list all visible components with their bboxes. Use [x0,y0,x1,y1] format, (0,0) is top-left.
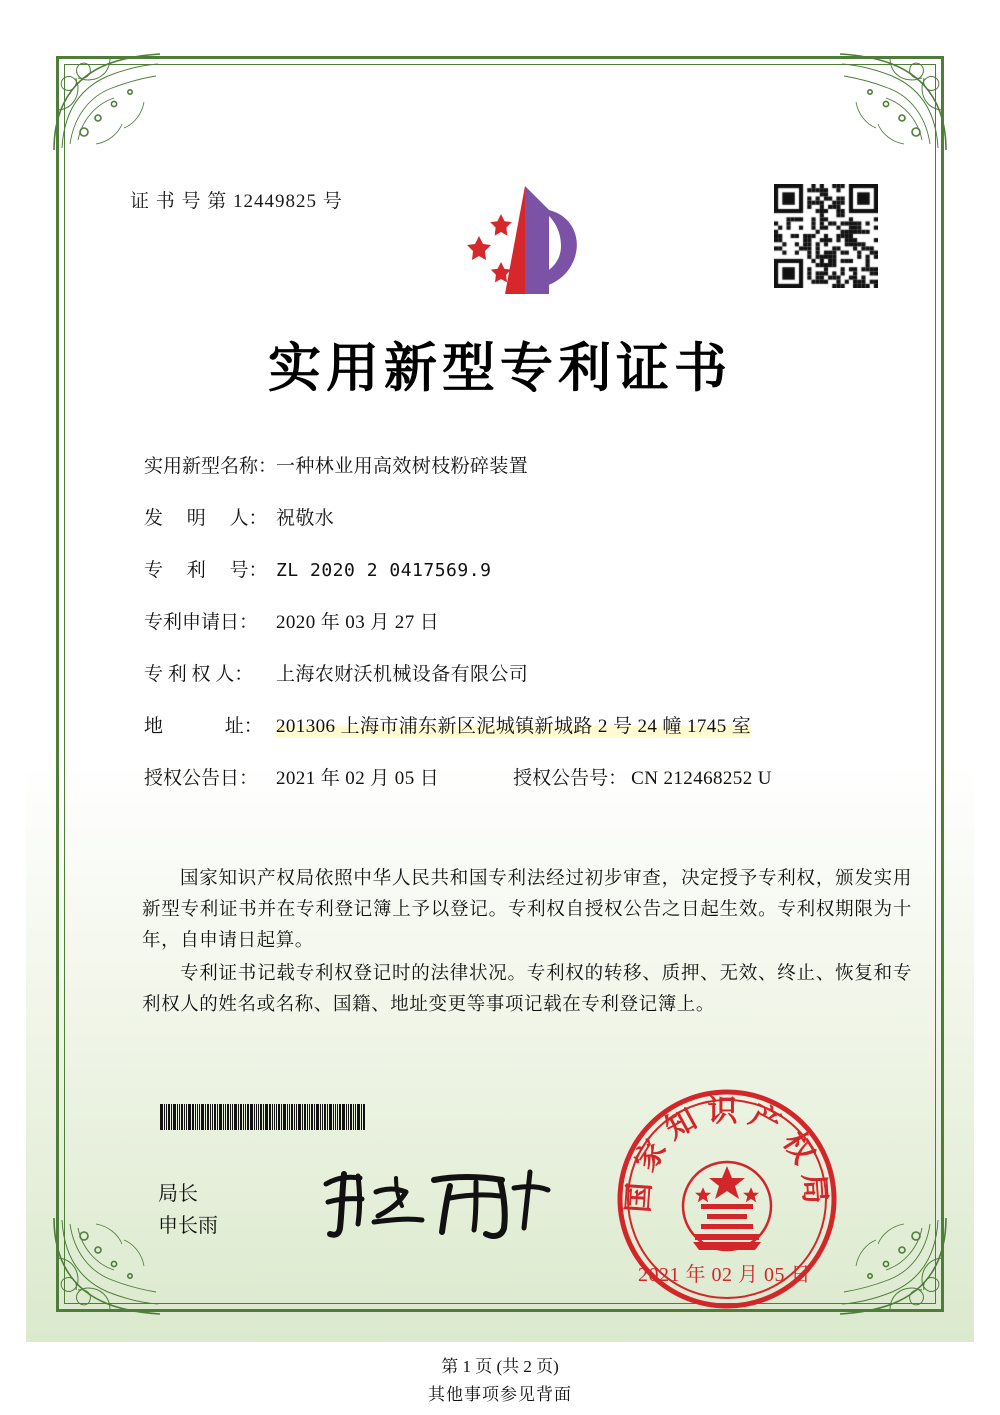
field-label: 专 利 号： [144,560,268,581]
grant-date-value: 2021 年 02 月 05 日 [276,768,440,789]
barcode [160,1104,412,1130]
field-label: 专 利 权 人： [144,664,254,685]
ornament-corner-top-right [834,48,952,156]
field-value: ZL 2020 2 0417569.9 [276,560,492,581]
qr-code [774,184,878,288]
page-title: 实用新型专利证书 [268,337,732,399]
ornament-corner-bottom-right [834,1212,952,1320]
patent-fields [144,451,904,815]
paragraph-1: 国家知识产权局依照中华人民共和国专利法经过初步审查，决定授予专利权，颁发实用新型专利证书并在专利登记簿上予以登记。专利权自授权公告之日起生效。专利权期限为十年，自申请日起算。 [142,869,912,951]
field-row [144,711,904,738]
certificate-number: 证 书 号 第 12449825 号 [130,191,343,212]
field-row [144,659,904,686]
signatory-name: 申长雨 [158,1215,218,1237]
field-label: 地 址： [144,716,263,737]
signatory-block [158,1178,218,1242]
signatory-title: 局长 [158,1183,198,1205]
field-row [144,555,904,582]
field-label: 专利申请日： [144,612,259,633]
cnipa-logo-icon [461,176,591,301]
back-note: 其他事项参见背面 [428,1385,572,1404]
field-value: 2020 年 03 月 27 日 [276,612,440,633]
field-value-address: 201306 上海市浦东新区泥城镇新城路 2 号 24 幢 1745 室 [276,711,751,738]
grant-number-value: CN 212468252 U [631,768,772,789]
paragraph-2: 专利证书记载专利权登记时的法律状况。专利权的转移、质押、无效、终止、恢复和专利权人的姓名或名称、国籍、地址变更等事项记载在专利登记簿上。 [142,964,912,1015]
field-row [144,503,904,530]
grant-date-label: 授权公告日： [144,768,259,789]
signature-handwriting [314,1158,554,1244]
field-value: 祝敬水 [276,508,335,529]
field-label: 发 明 人： [144,508,268,529]
field-label: 实用新型名称： [144,456,278,477]
field-row-grant [144,763,904,790]
page-number: 第 1 页 (共 2 页) [441,1357,559,1376]
svg-text:国家知识产权局: 国家知识产权局 [620,1094,834,1214]
ornament-corner-top-left [48,48,166,156]
grant-number-label: 授权公告号： [513,768,628,789]
field-row [144,451,904,478]
ornament-corner-bottom-left [48,1212,166,1320]
field-value: 一种林业用高效树枝粉碎装置 [276,456,529,477]
field-value: 上海农财沃机械设备有限公司 [276,664,529,685]
patent-certificate [26,26,974,1376]
field-row [144,607,904,634]
legal-text [142,864,912,1023]
seal-date: 2021 年 02 月 05 日 [638,1264,811,1286]
